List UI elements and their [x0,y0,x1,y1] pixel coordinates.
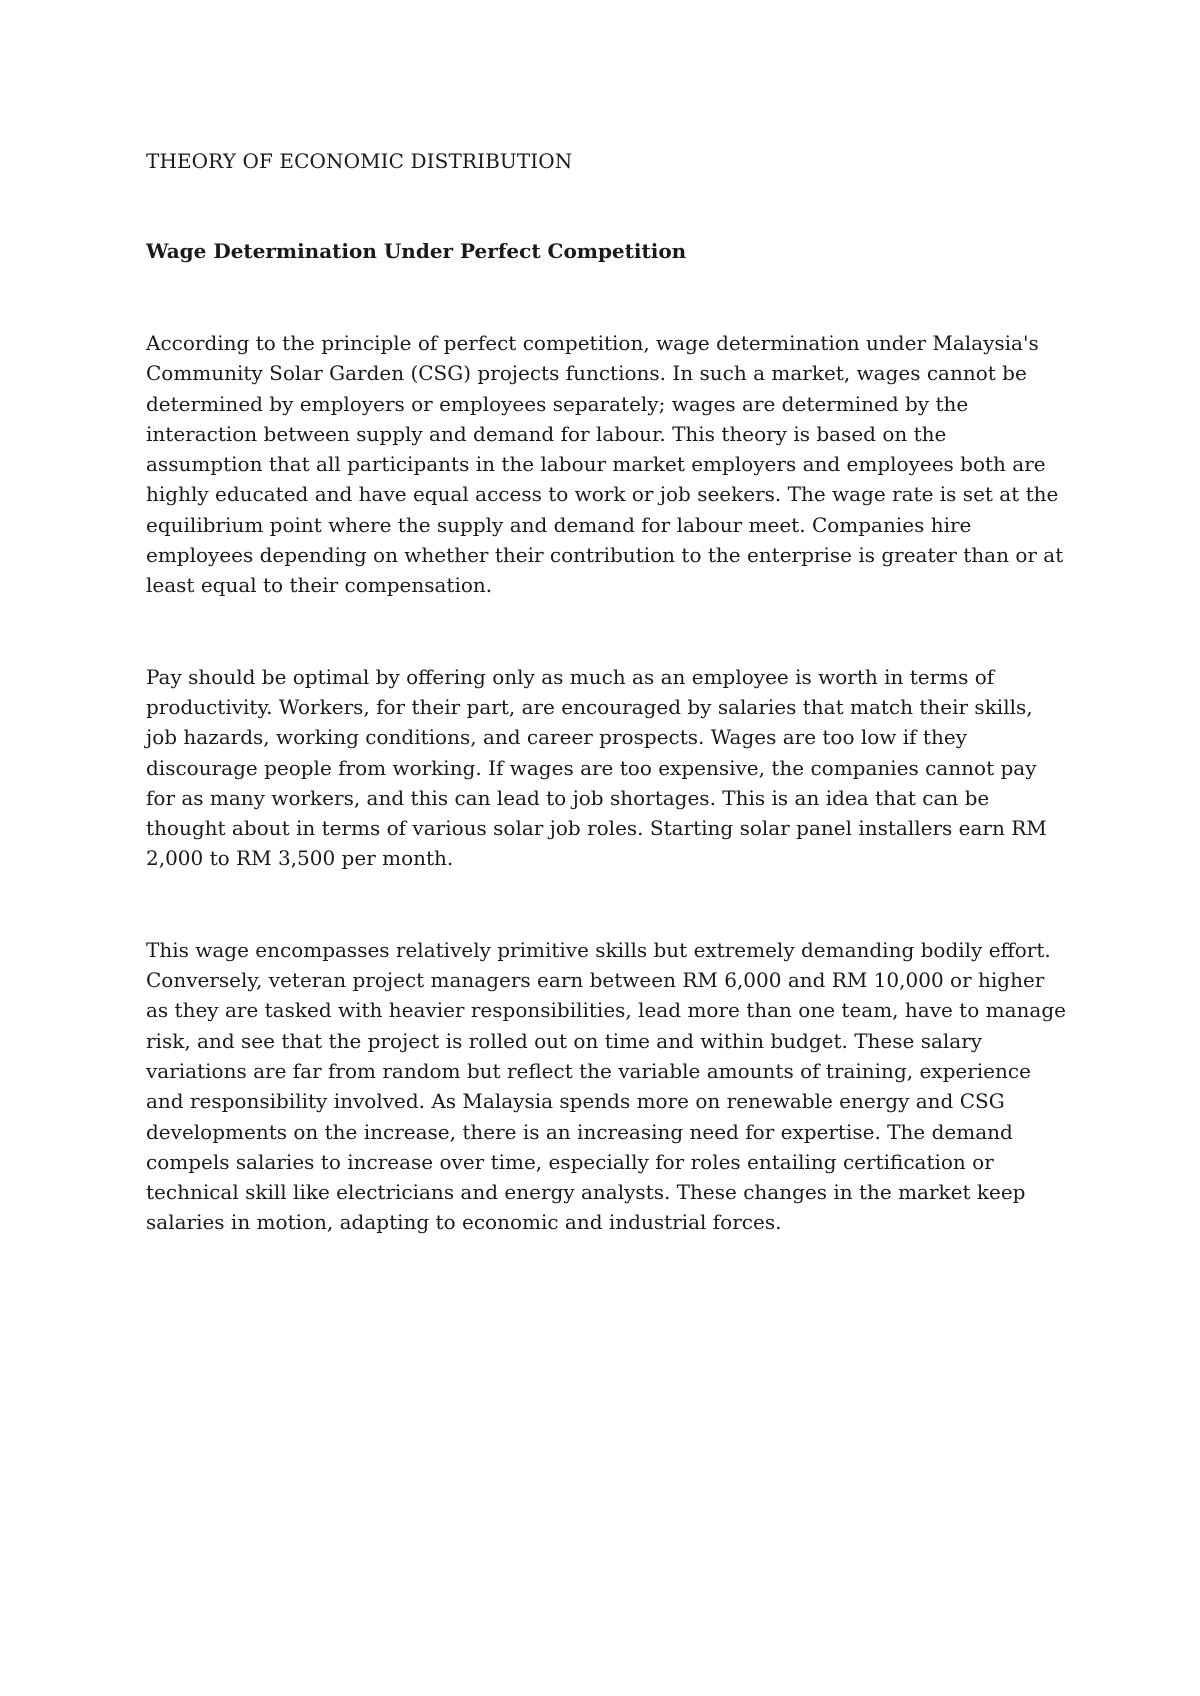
paragraph-2: Pay should be optimal by offering only as much as an employee is worth in terms of productivity. Workers, for their part, are encouraged by salaries that match their skills, job hazards, working conditions, and career prospects. Wages are too low if they discourage people from working. If wages are too expensive, the companies cannot pay for as many workers, and this can lead to job shortages. This is an idea that can be thought about in terms of various solar job roles. Starting solar panel installers earn RM 2,000 to RM 3,500 per month. [146,664,1047,871]
paragraph-1: According to the principle of perfect competition, wage determination under Malaysia's Community Solar Garden (CSG) projects functions. In such a market, wages cannot be determined by employers or employees separately; wages are determined by the interaction between supply and demand for labour. This theory is based on the assumption that all participants in the labour market employers and employees both are highly educated and have equal access to work or job seekers. The wage rate is set at the equilibrium point where the supply and demand for labour meet. Companies hire employees depending on whether their contribution to the enterprise is greater than or at least equal to their compensation. [146,331,1064,598]
document-title: THEORY OF ECONOMIC DISTRIBUTION [146,149,573,173]
section-heading: Wage Determination Under Perfect Competition [146,239,687,263]
paragraph-3: This wage encompasses relatively primitive skills but extremely demanding bodily effort. Conversely, veteran project managers earn between RM 6,000 and RM 10,000 or higher as they are tasked with heavier responsibilities, lead more than one team, have to manage risk, and see that the project is rolled out on time and within budget. These salary variations are far from random but reflect the variable amounts of training, experience and responsibility involved. As Malaysia spends more on renewable energy and CSG developments on the increase, there is an increasing need for expertise. The demand compels salaries to increase over time, especially for roles entailing certification or technical skill like electricians and energy analysts. These changes in the market keep salaries in motion, adapting to economic and industrial forces. [146,937,1066,1235]
document-body [146,146,1066,1238]
